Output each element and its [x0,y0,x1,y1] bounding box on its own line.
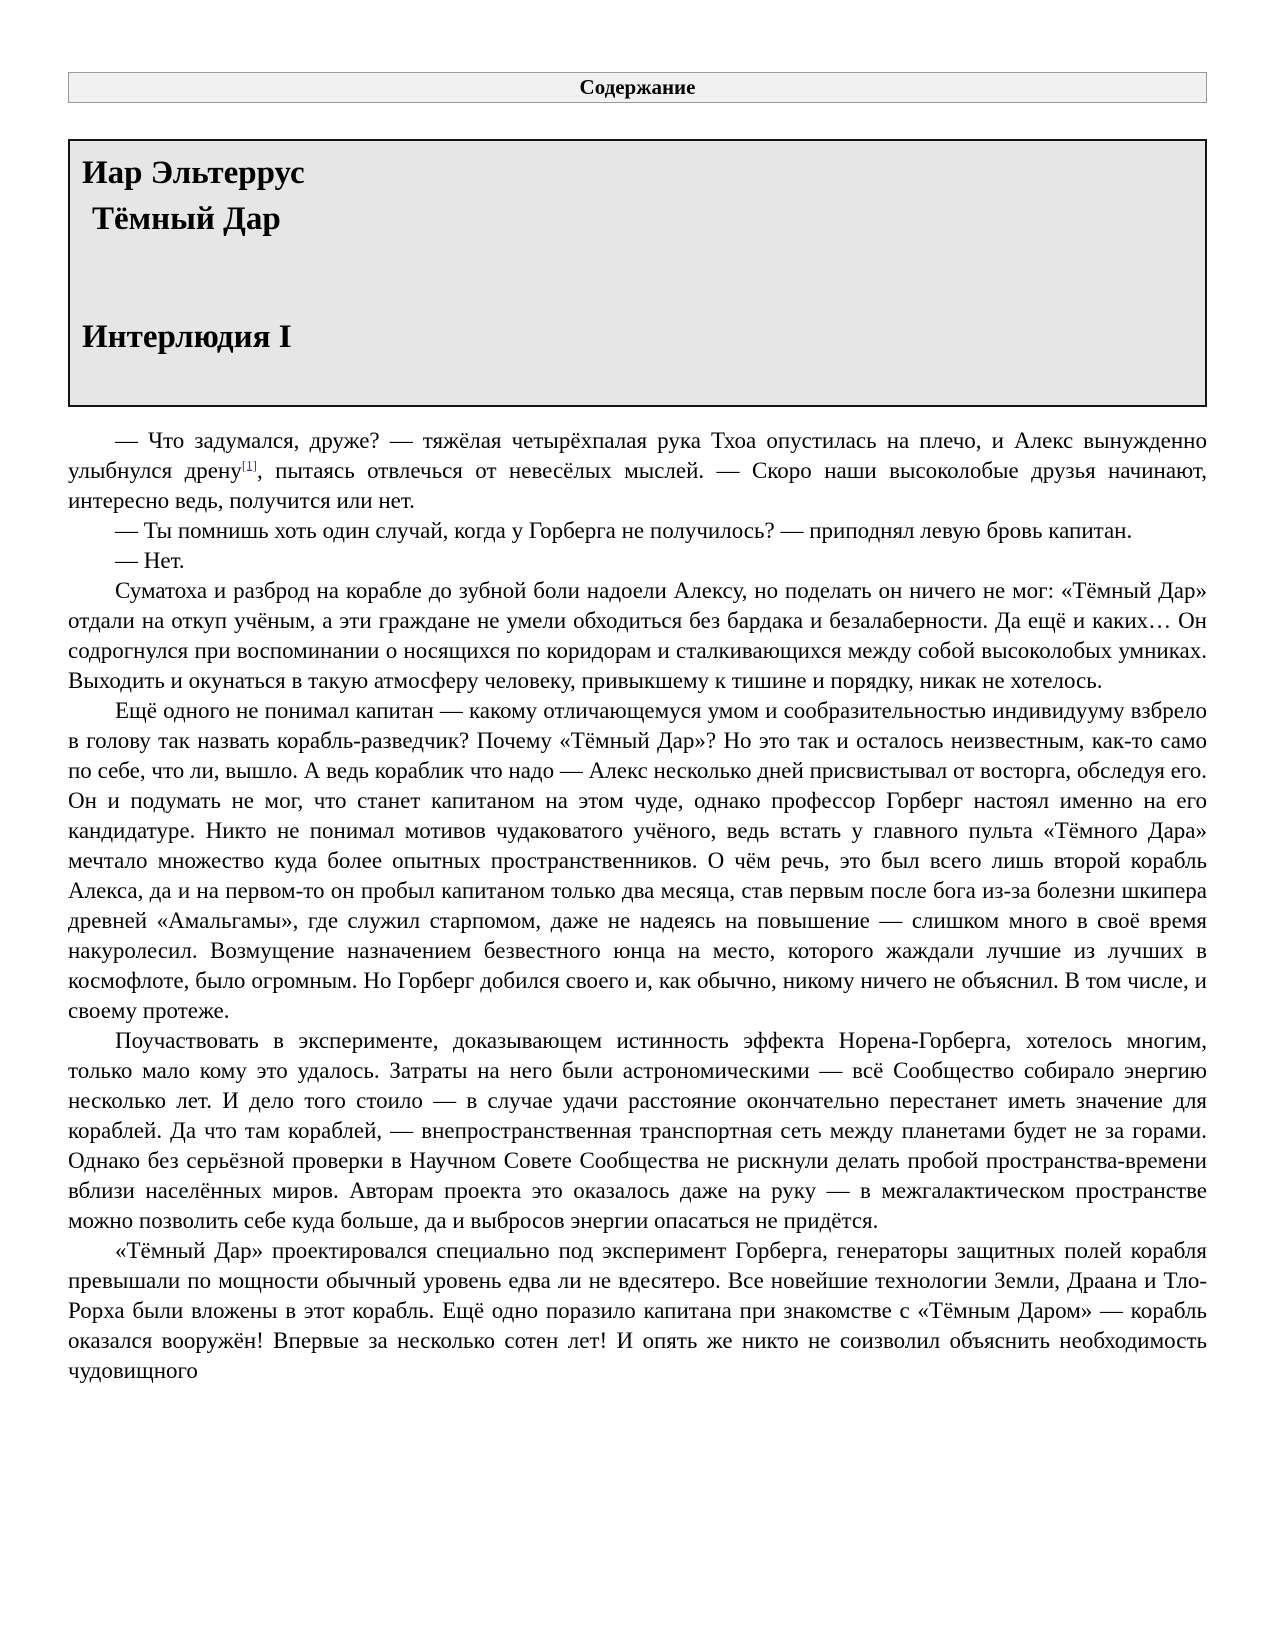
body-text [68,426,1207,1386]
paragraph: «Тёмный Дар» проектировался специально под эксперимент Горберга, генераторы защитных полей корабля превышали по мощности обычный уровень едва ли не вдесятеро. Все новейшие технологии Земли, Драана и Тло-Рорха были вложены в этот корабль. Ещё одно поразило капитана при знакомстве с «Тёмным Даром» — корабль оказался вооружён! Впервые за несколько сотен лет! И опять же никто не соизволил объяснить необходимость чудовищного [68,1238,1207,1383]
paragraph [68,426,1207,516]
paragraph-text: , пытаясь отвлечься от невесёлых мыслей. — Скоро наши высоколобые друзья начинают, интересно ведь, получится или нет. [68,458,1207,513]
paragraph: Поучаствовать в эксперименте, доказывающем истинность эффекта Норена-Горберга, хотелось многим, только мало кому это удалось. Затраты на него были астрономическими — всё Сообщество собирало энергию несколько лет. И дело того стоило — в случае удачи расстояние окончательно перестанет иметь значение для кораблей. Да что там кораблей, — внепространственная транспортная сеть между планетами будет не за горами. Однако без серьёзной проверки в Научном Совете Сообщества не рискнули делать пробой пространства-времени вблизи населённых миров. Авторам проекта это оказалось даже на руку — в межгалактическом пространстве можно позволить себе куда больше, да и выбросов энергии опасаться не придётся. [68,1028,1207,1233]
chapter-title: Интерлюдия I [82,319,292,355]
paragraph-text: — Что задумался, друже? — тяжёлая четырёхпалая рука Тхоа опустилась на плечо, и Алекс вынужденно улыбнулся дрену [68,428,1207,483]
paragraph: Ещё одного не понимал капитан — какому отличающемуся умом и сообразительностью индивидууму взбрело в голову так назвать корабль-разведчик? Почему «Тёмный Дар»? Но это так и осталось неизвестным, как-то само по себе, что ли, вышло. А ведь кораблик что надо — Алекс несколько дней присвистывал от восторга, обследуя его. Он и подумать не мог, что станет капитаном на этом чуде, однако профессор Горберг настоял именно на его кандидатуре. Никто не понимал мотивов чудаковатого учёного, ведь встать у главного пульта «Тёмного Дара» мечтало множество куда более опытных пространственников. О чём речь, это был всего лишь второй корабль Алекса, да и на первом-то он пробыл капитаном только два месяца, став первым после бога из-за болезни шкипера древней «Амальгамы», где служил старпомом, даже не надеясь на повышение — слишком много в своё время накуролесил. Возмущение назначением безвестного юнца на место, которого жаждали лучшие из лучших в космофлоте, было огромным. Но Горберг добился своего и, как обычно, никому ничего не объяснил. В том числе, и своему протеже. [68,698,1207,1023]
book-author: Иар Эльтеррус [82,155,305,191]
title-block [68,139,1207,407]
footnote-link[interactable]: [1] [241,457,257,473]
paragraph: — Нет. [115,548,185,573]
paragraph: Суматоха и разброд на корабле до зубной боли надоели Алексу, но поделать он ничего не мог: «Тёмный Дар» отдали на откуп учёным, а эти граждане не умели обходиться без бардака и безалаберности. Да ещё и каких… Он содрогнулся при воспоминании о носящихся по коридорам и сталкивающихся между собой высоколобых умниках. Выходить и окунаться в такую атмосферу человеку, привыкшему к тишине и порядку, никак не хотелось. [68,578,1207,693]
contents-label: Содержание [579,75,696,99]
contents-link[interactable] [68,72,1207,103]
paragraph: — Ты помнишь хоть один случай, когда у Горберга не получилось? — приподнял левую бровь капитан. [115,518,1133,543]
book-title: Тёмный Дар [92,201,281,237]
